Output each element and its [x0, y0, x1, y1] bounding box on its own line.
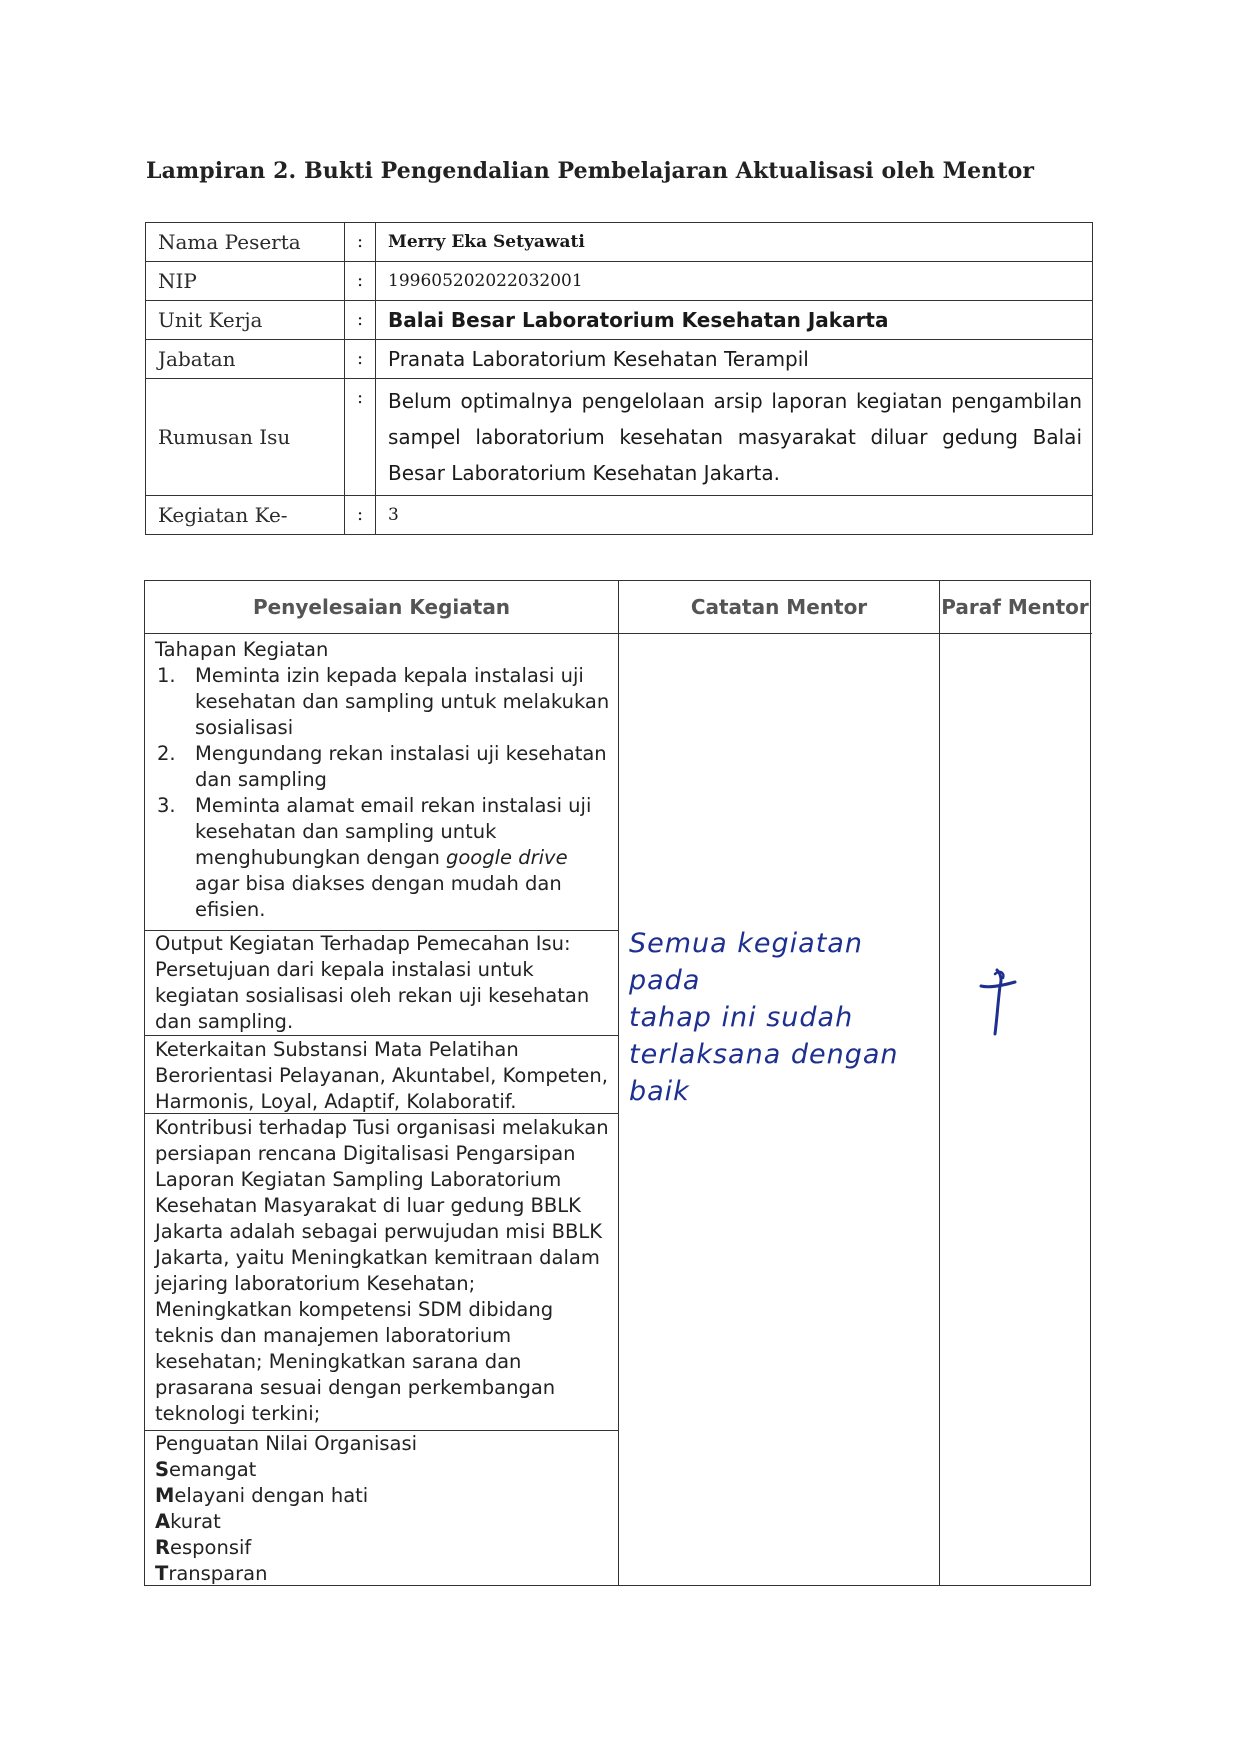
output-heading: Output Kegiatan Terhadap Pemecahan Isu: — [155, 932, 571, 955]
colon: : — [345, 262, 376, 301]
value-nama-peserta: Merry Eka Setyawati — [376, 223, 1093, 262]
list-item — [155, 1535, 613, 1561]
value-nip: 199605202022032001 — [376, 262, 1093, 301]
step-number: 3. — [157, 794, 176, 817]
cell-output-kegiatan — [155, 931, 613, 1035]
identity-row-kegiatan-ke — [146, 496, 1093, 535]
value-rest: esponsif — [170, 1536, 252, 1559]
value-jabatan: Pranata Laboratorium Kesehatan Terampil — [376, 340, 1093, 379]
step-text-part: Meminta alamat email rekan instalasi uji kesehatan dan sampling untuk menghubungkan dengan — [195, 794, 592, 869]
step-text: Mengundang rekan instalasi uji kesehatan dan sampling — [195, 742, 607, 791]
value-rest: emangat — [169, 1458, 257, 1481]
column-divider — [618, 581, 619, 1585]
step-text — [195, 793, 613, 923]
value-rumusan-isu: Belum optimalnya pengelolaan arsip laporan kegiatan pengambilan sampel laboratorium kesehatan masyarakat diluar gedung Balai Besar Laboratorium Kesehatan Jakarta. — [376, 379, 1093, 496]
colon: : — [345, 496, 376, 535]
value-rest: ransparan — [168, 1562, 268, 1585]
mentor-handwritten-note — [629, 925, 929, 1110]
tahapan-steps — [155, 663, 613, 923]
step-text-part: agar bisa diakses dengan mudah dan efisien. — [195, 872, 562, 921]
cell-keterkaitan-substansi: Keterkaitan Substansi Mata Pelatihan Berorientasi Pelayanan, Akuntabel, Kompeten, Harmonis, Loyal, Adaptif, Kolaboratif. — [155, 1038, 608, 1113]
cell-penguatan-nilai — [155, 1431, 613, 1587]
step-text-italic: google drive — [446, 846, 568, 869]
cell-tahapan-kegiatan — [155, 637, 613, 923]
value-initial: A — [155, 1510, 171, 1533]
colon: : — [345, 340, 376, 379]
value-rest: elayani dengan hati — [174, 1484, 369, 1507]
colon: : — [345, 301, 376, 340]
value-initial: R — [155, 1536, 171, 1559]
value-initial: S — [155, 1458, 170, 1481]
colon: : — [345, 223, 376, 262]
output-text: Persetujuan dari kepala instalasi untuk kegiatan sosialisasi oleh rekan uji kesehatan dan sampling. — [155, 958, 590, 1033]
value-initial: M — [155, 1484, 175, 1507]
identity-row-unit-kerja — [146, 301, 1093, 340]
header-divider — [145, 633, 1092, 634]
penguatan-heading: Penguatan Nilai Organisasi — [155, 1432, 418, 1455]
value-rest: kurat — [170, 1510, 221, 1533]
step-number: 2. — [157, 742, 176, 765]
note-line: tahap ini sudah — [629, 1002, 854, 1033]
list-item — [155, 1457, 613, 1483]
identity-row-jabatan — [146, 340, 1093, 379]
header-paraf-mentor: Paraf Mentor — [941, 595, 1089, 619]
label-unit-kerja: Unit Kerja — [146, 301, 345, 340]
value-initial: T — [155, 1562, 169, 1585]
list-item — [155, 793, 613, 923]
document-title: Lampiran 2. Bukti Pengendalian Pembelajaran Aktualisasi oleh Mentor — [146, 158, 1035, 184]
colon: : — [345, 379, 376, 496]
identity-row-nama — [146, 223, 1093, 262]
list-item — [155, 741, 613, 793]
column-divider — [939, 581, 940, 1585]
tahapan-heading: Tahapan Kegiatan — [155, 638, 329, 661]
label-nip: NIP — [146, 262, 345, 301]
note-line: baik — [629, 1076, 690, 1107]
identity-row-nip — [146, 262, 1093, 301]
header-penyelesaian-kegiatan: Penyelesaian Kegiatan — [252, 595, 511, 619]
label-nama-peserta: Nama Peserta — [146, 223, 345, 262]
identity-row-rumusan-isu — [146, 379, 1093, 496]
list-item — [155, 1483, 613, 1509]
label-kegiatan-ke: Kegiatan Ke- — [146, 496, 345, 535]
row-divider — [145, 1035, 619, 1036]
cell-kontribusi-tusi: Kontribusi terhadap Tusi organisasi melakukan persiapan rencana Digitalisasi Pengarsipan Laporan Kegiatan Sampling Laboratorium Kesehatan Masyarakat di luar gedung BBLK Jakarta adalah sebagai perwujudan misi BBLK Jakarta, yaitu Meningkatkan kemitraan dalam jejaring laboratorium Kesehatan; Meningkatkan kompetensi SDM dibidang teknis dan manajemen laboratorium kesehatan; Meningkatkan sarana dan prasarana sesuai dengan perkembangan teknologi terkini; — [155, 1116, 609, 1425]
value-unit-kerja: Balai Besar Laboratorium Kesehatan Jakarta — [376, 301, 1093, 340]
activity-table — [144, 580, 1091, 1586]
value-kegiatan-ke: 3 — [376, 496, 1093, 535]
header-catatan-mentor: Catatan Mentor — [690, 595, 868, 619]
note-line: Semua kegiatan pada — [629, 928, 863, 996]
list-item — [155, 1509, 613, 1535]
step-text: Meminta izin kepada kepala instalasi uji kesehatan dan sampling untuk melakukan sosialisasi — [195, 664, 610, 739]
label-jabatan: Jabatan — [146, 340, 345, 379]
note-line: terlaksana dengan — [629, 1039, 899, 1070]
list-item — [155, 663, 613, 741]
step-number: 1. — [157, 664, 176, 687]
label-rumusan-isu: Rumusan Isu — [146, 379, 345, 496]
participant-identity-table — [145, 222, 1093, 535]
mentor-signature-icon — [975, 966, 1025, 1038]
list-item — [155, 1561, 613, 1587]
